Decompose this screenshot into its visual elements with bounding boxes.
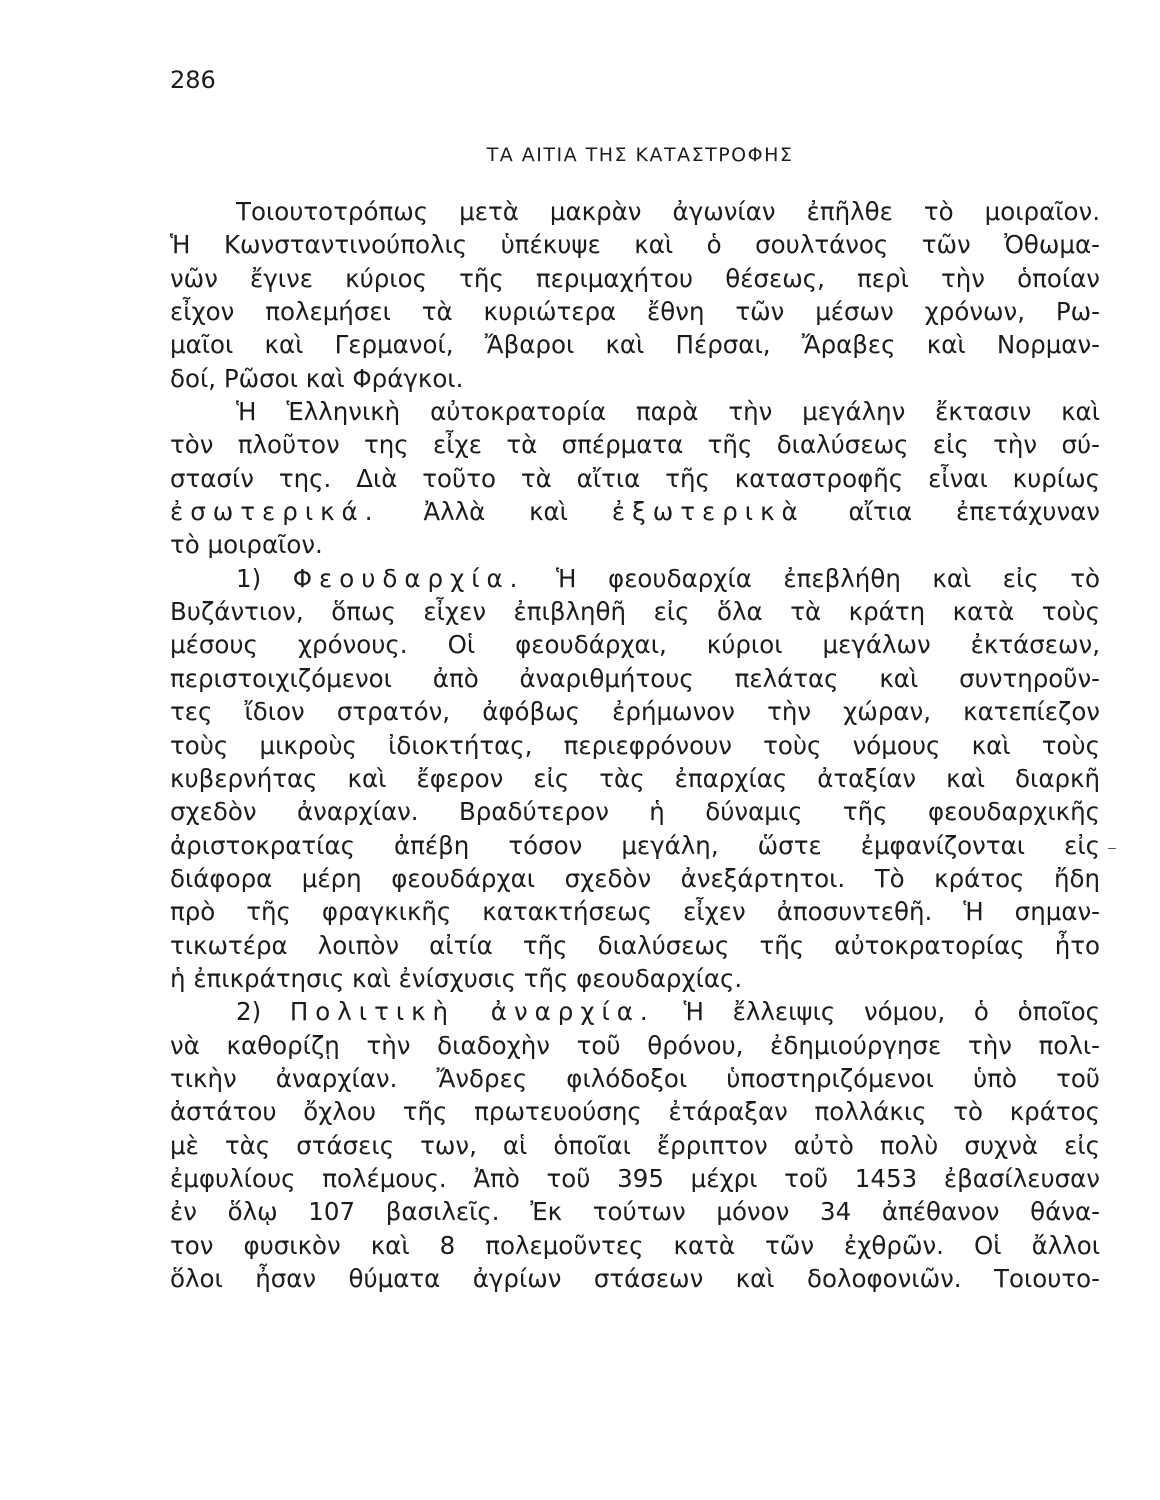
text-line — [170, 195, 1100, 228]
text-segment: Βυζάντιον, ὅπως εἶχεν ἐπιβληθῆ εἰς ὅλα τὰ κράτη κατὰ τοὺς — [170, 597, 1100, 627]
text-segment: 1) — [236, 563, 293, 593]
text-line — [170, 428, 1100, 461]
text-segment: ἀστάτου ὄχλου τῆς πρωτευούσης ἐτάραξαν πολλάκις τὸ κράτος — [170, 1097, 1100, 1127]
text-segment: τικωτέρα λοιπὸν αἰτία τῆς διαλύσεως τῆς αὐτοκρατορίας ἦτο — [170, 930, 1100, 960]
text-line — [170, 1195, 1100, 1228]
text-line — [170, 662, 1100, 695]
text-line — [170, 295, 1100, 328]
text-line — [170, 528, 1100, 561]
text-line — [170, 1095, 1100, 1128]
text-segment: νὰ καθορίζῃ τὴν διαδοχὴν τοῦ θρόνου, ἐδημιούργησε τὴν πολι- — [170, 1030, 1100, 1060]
text-line — [170, 1129, 1100, 1162]
text-line — [170, 929, 1100, 962]
text-segment: 2) — [236, 997, 290, 1027]
text-segment: Ἀλλὰ καὶ — [379, 497, 612, 527]
text-segment: τὸ μοιραῖον. — [170, 530, 323, 560]
text-line — [170, 695, 1100, 728]
text-line — [170, 562, 1100, 595]
text-segment: Ἡ ἔλλειψις νόμου, ὁ ὁποῖος — [654, 997, 1101, 1027]
text-segment: κυβερνήτας καὶ ἔφερον εἰς τὰς ἐπαρχίας ἀταξίαν καὶ διαρκῆ — [170, 763, 1100, 793]
text-line — [170, 995, 1100, 1028]
margin-mark — [1108, 848, 1116, 849]
text-line — [170, 228, 1100, 261]
text-segment: Τοιουτοτρόπως μετὰ μακρὰν ἀγωνίαν ἐπῆλθε τὸ μοιραῖον. — [236, 197, 1100, 226]
text-line — [170, 495, 1100, 528]
text-line — [170, 362, 1100, 395]
text-line — [170, 762, 1100, 795]
text-line — [170, 1262, 1100, 1295]
text-segment: στασίν της. Διὰ τοῦτο τὰ αἴτια τῆς καταστροφῆς εἶναι κυρίως — [170, 463, 1100, 493]
text-line — [170, 328, 1100, 361]
text-line — [170, 1029, 1100, 1062]
text-segment: ἐν ὅλῳ 107 βασιλεῖς. Ἐκ τούτων μόνον 34 ἀπέθανον θάνα- — [170, 1197, 1100, 1227]
text-segment: μέσους χρόνους. Οἱ φεουδάρχαι, κύριοι μεγάλων ἐκτάσεων, — [170, 630, 1100, 660]
text-segment: δοί, Ρῶσοι καὶ Φράγκοι. — [170, 363, 464, 393]
text-line — [170, 862, 1100, 895]
text-line — [170, 795, 1100, 828]
text-line — [170, 462, 1100, 495]
text-line — [170, 829, 1100, 862]
text-segment: νῶν ἔγινε κύριος τῆς περιμαχήτου θέσεως, περὶ τὴν ὁποίαν — [170, 263, 1100, 293]
text-line — [170, 1229, 1100, 1262]
text-segment: σχεδὸν ἀναρχίαν. Βραδύτερον ἡ δύναμις τῆς φεουδαρχικῆς — [170, 797, 1100, 827]
spaced-emphasis: Φεουδαρχία. — [292, 563, 525, 593]
text-segment: αἴτια ἐπετάχυναν — [804, 497, 1100, 527]
text-segment: διάφορα μέρη φεουδάρχαι σχεδὸν ἀνεξάρτητοι. Τὸ κράτος ἤδη — [170, 863, 1100, 893]
text-segment: πρὸ τῆς φραγκικῆς κατακτήσεως εἶχεν ἀποσυντεθῆ. Ἡ σημαν- — [170, 897, 1100, 927]
body-text — [170, 195, 1100, 1295]
text-line — [170, 895, 1100, 928]
text-line — [170, 262, 1100, 295]
spaced-emphasis: ἐξωτερικὰ — [611, 497, 805, 527]
text-segment: Ἡ Ἑλληνικὴ αὐτοκρατορία παρὰ τὴν μεγάλην ἔκτασιν καὶ — [236, 397, 1100, 427]
text-line — [170, 1162, 1100, 1195]
text-segment: Ἡ φεουδαρχία ἐπεβλήθη καὶ εἰς τὸ — [524, 563, 1101, 593]
text-segment: ἀριστοκρατίας ἀπέβη τόσον μεγάλη, ὥστε ἐμφανίζονται εἰς — [170, 830, 1100, 860]
text-segment: εἶχον πολεμήσει τὰ κυριώτερα ἔθνη τῶν μέσων χρόνων, Ρω- — [170, 297, 1100, 327]
text-segment: τὸν πλοῦτον της εἶχε τὰ σπέρματα τῆς διαλύσεως εἰς τὴν σύ- — [170, 430, 1100, 460]
running-header: ΤΑ ΑΙΤΙΑ ΤΗΣ ΚΑΤΑΣΤΡΟΦΗΣ — [486, 144, 794, 166]
text-segment: τικὴν ἀναρχίαν. Ἄνδρες φιλόδοξοι ὑποστηριζόμενοι ὑπὸ τοῦ — [170, 1063, 1100, 1093]
text-segment: μαῖοι καὶ Γερμανοί, Ἄβαροι καὶ Πέρσαι, Ἄραβες καὶ Νορμαν- — [170, 330, 1100, 360]
spaced-emphasis: Πολιτικὴ ἀναρχία. — [289, 997, 655, 1027]
text-line — [170, 1062, 1100, 1095]
text-line — [170, 729, 1100, 762]
text-line — [170, 595, 1100, 628]
text-line — [170, 962, 1100, 995]
text-segment: ἐμφυλίους πολέμους. Ἀπὸ τοῦ 395 μέχρι τοῦ 1453 ἐβασίλευσαν — [170, 1163, 1100, 1193]
text-line — [170, 395, 1100, 428]
text-segment: τες ἴδιον στρατόν, ἀφόβως ἐρήμωνον τὴν χώραν, κατεπίεζον — [170, 697, 1100, 727]
text-segment: τον φυσικὸν καὶ 8 πολεμοῦντες κατὰ τῶν ἐχθρῶν. Οἱ ἄλλοι — [170, 1230, 1100, 1260]
text-segment: τοὺς μικροὺς ἰδιοκτήτας, περιεφρόνουν τοὺς νόμους καὶ τοὺς — [170, 730, 1100, 760]
spaced-emphasis: ἐσωτερικά. — [170, 497, 380, 527]
text-segment: μὲ τὰς στάσεις των, αἱ ὁποῖαι ἔρριπτον αὐτὸ πολὺ συχνὰ εἰς — [170, 1130, 1100, 1160]
text-segment: ἡ ἐπικράτησις καὶ ἐνίσχυσις τῆς φεουδαρχίας. — [170, 963, 743, 993]
text-line — [170, 628, 1100, 661]
text-segment: Ἡ Κωνσταντινούπολις ὑπέκυψε καὶ ὁ σουλτάνος τῶν Ὀθωμα- — [170, 230, 1100, 260]
text-segment: ὅλοι ἦσαν θύματα ἀγρίων στάσεων καὶ δολοφονιῶν. Τοιουτο- — [170, 1264, 1100, 1293]
text-segment: περιστοιχιζόμενοι ἀπὸ ἀναριθμήτους πελάτας καὶ συντηροῦν- — [170, 663, 1100, 693]
page-number: 286 — [170, 66, 216, 94]
